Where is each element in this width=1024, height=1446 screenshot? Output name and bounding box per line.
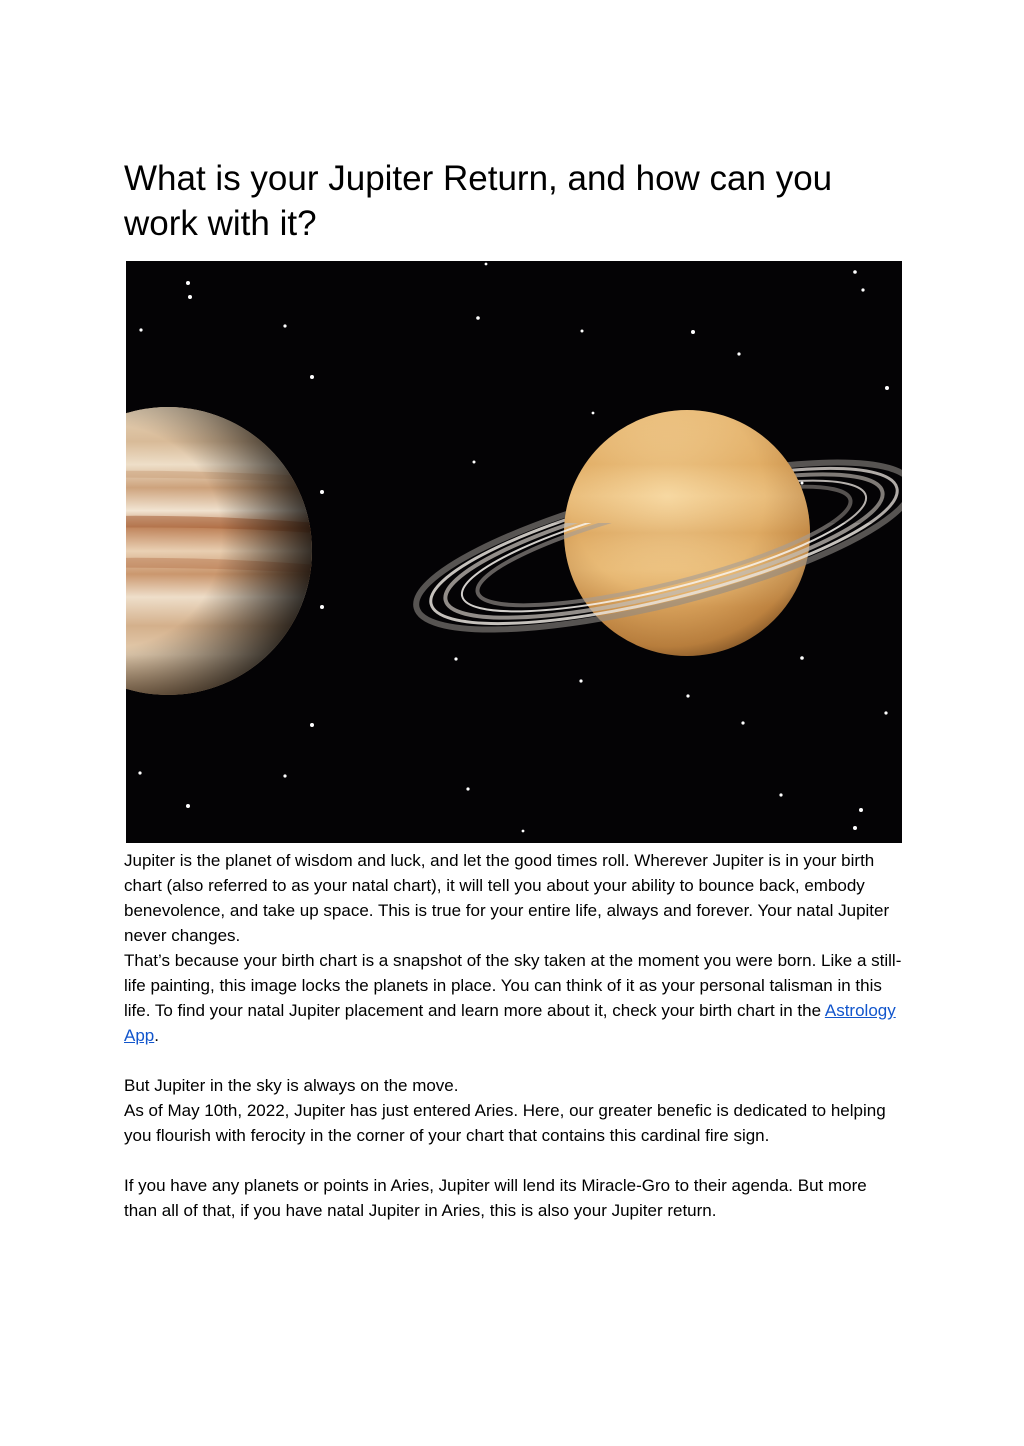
- paragraph-birth-chart: [124, 948, 904, 1048]
- paragraph-jupiter-return: If you have any planets or points in Aries, Jupiter will lend its Miracle-Gro to their agenda. But more than all of that, if you have natal Jupiter in Aries, this is also your Jupiter return.: [124, 1176, 867, 1220]
- planets-illustration: [126, 261, 902, 843]
- paragraph-birth-chart-end: .: [154, 1026, 159, 1045]
- blank-line: [124, 1048, 904, 1073]
- blank-line: [124, 1148, 904, 1173]
- planets-svg: [126, 261, 902, 843]
- page-title: What is your Jupiter Return, and how can you work with it?: [124, 159, 833, 243]
- article-body: [124, 848, 904, 1223]
- astrology-app-link[interactable]: Astrology App: [124, 1001, 896, 1045]
- paragraph-aries-entry: As of May 10th, 2022, Jupiter has just entered Aries. Here, our greater benefic is dedicated to helping you flourish with ferocity in the corner of your chart that contains this cardinal fire sign.: [124, 1101, 886, 1145]
- paragraph-jupiter-intro: Jupiter is the planet of wisdom and luck, and let the good times roll. Wherever Jupiter is in your birth chart (also referred to as your natal chart), it will tell you about your ability to bounce back, embody benevolence, and take up space. This is true for your entire life, always and forever. Your natal Jupiter never changes.: [124, 851, 890, 945]
- paragraph-on-the-move: But Jupiter in the sky is always on the move.: [124, 1076, 459, 1095]
- paragraph-birth-chart-text: That’s because your birth chart is a snapshot of the sky taken at the moment you were born. Like a still-life painting, this image locks the planets in place. You can think of it as your personal talisman in this life. To find your natal Jupiter placement and learn more about it, check your birth chart in the: [124, 951, 902, 1020]
